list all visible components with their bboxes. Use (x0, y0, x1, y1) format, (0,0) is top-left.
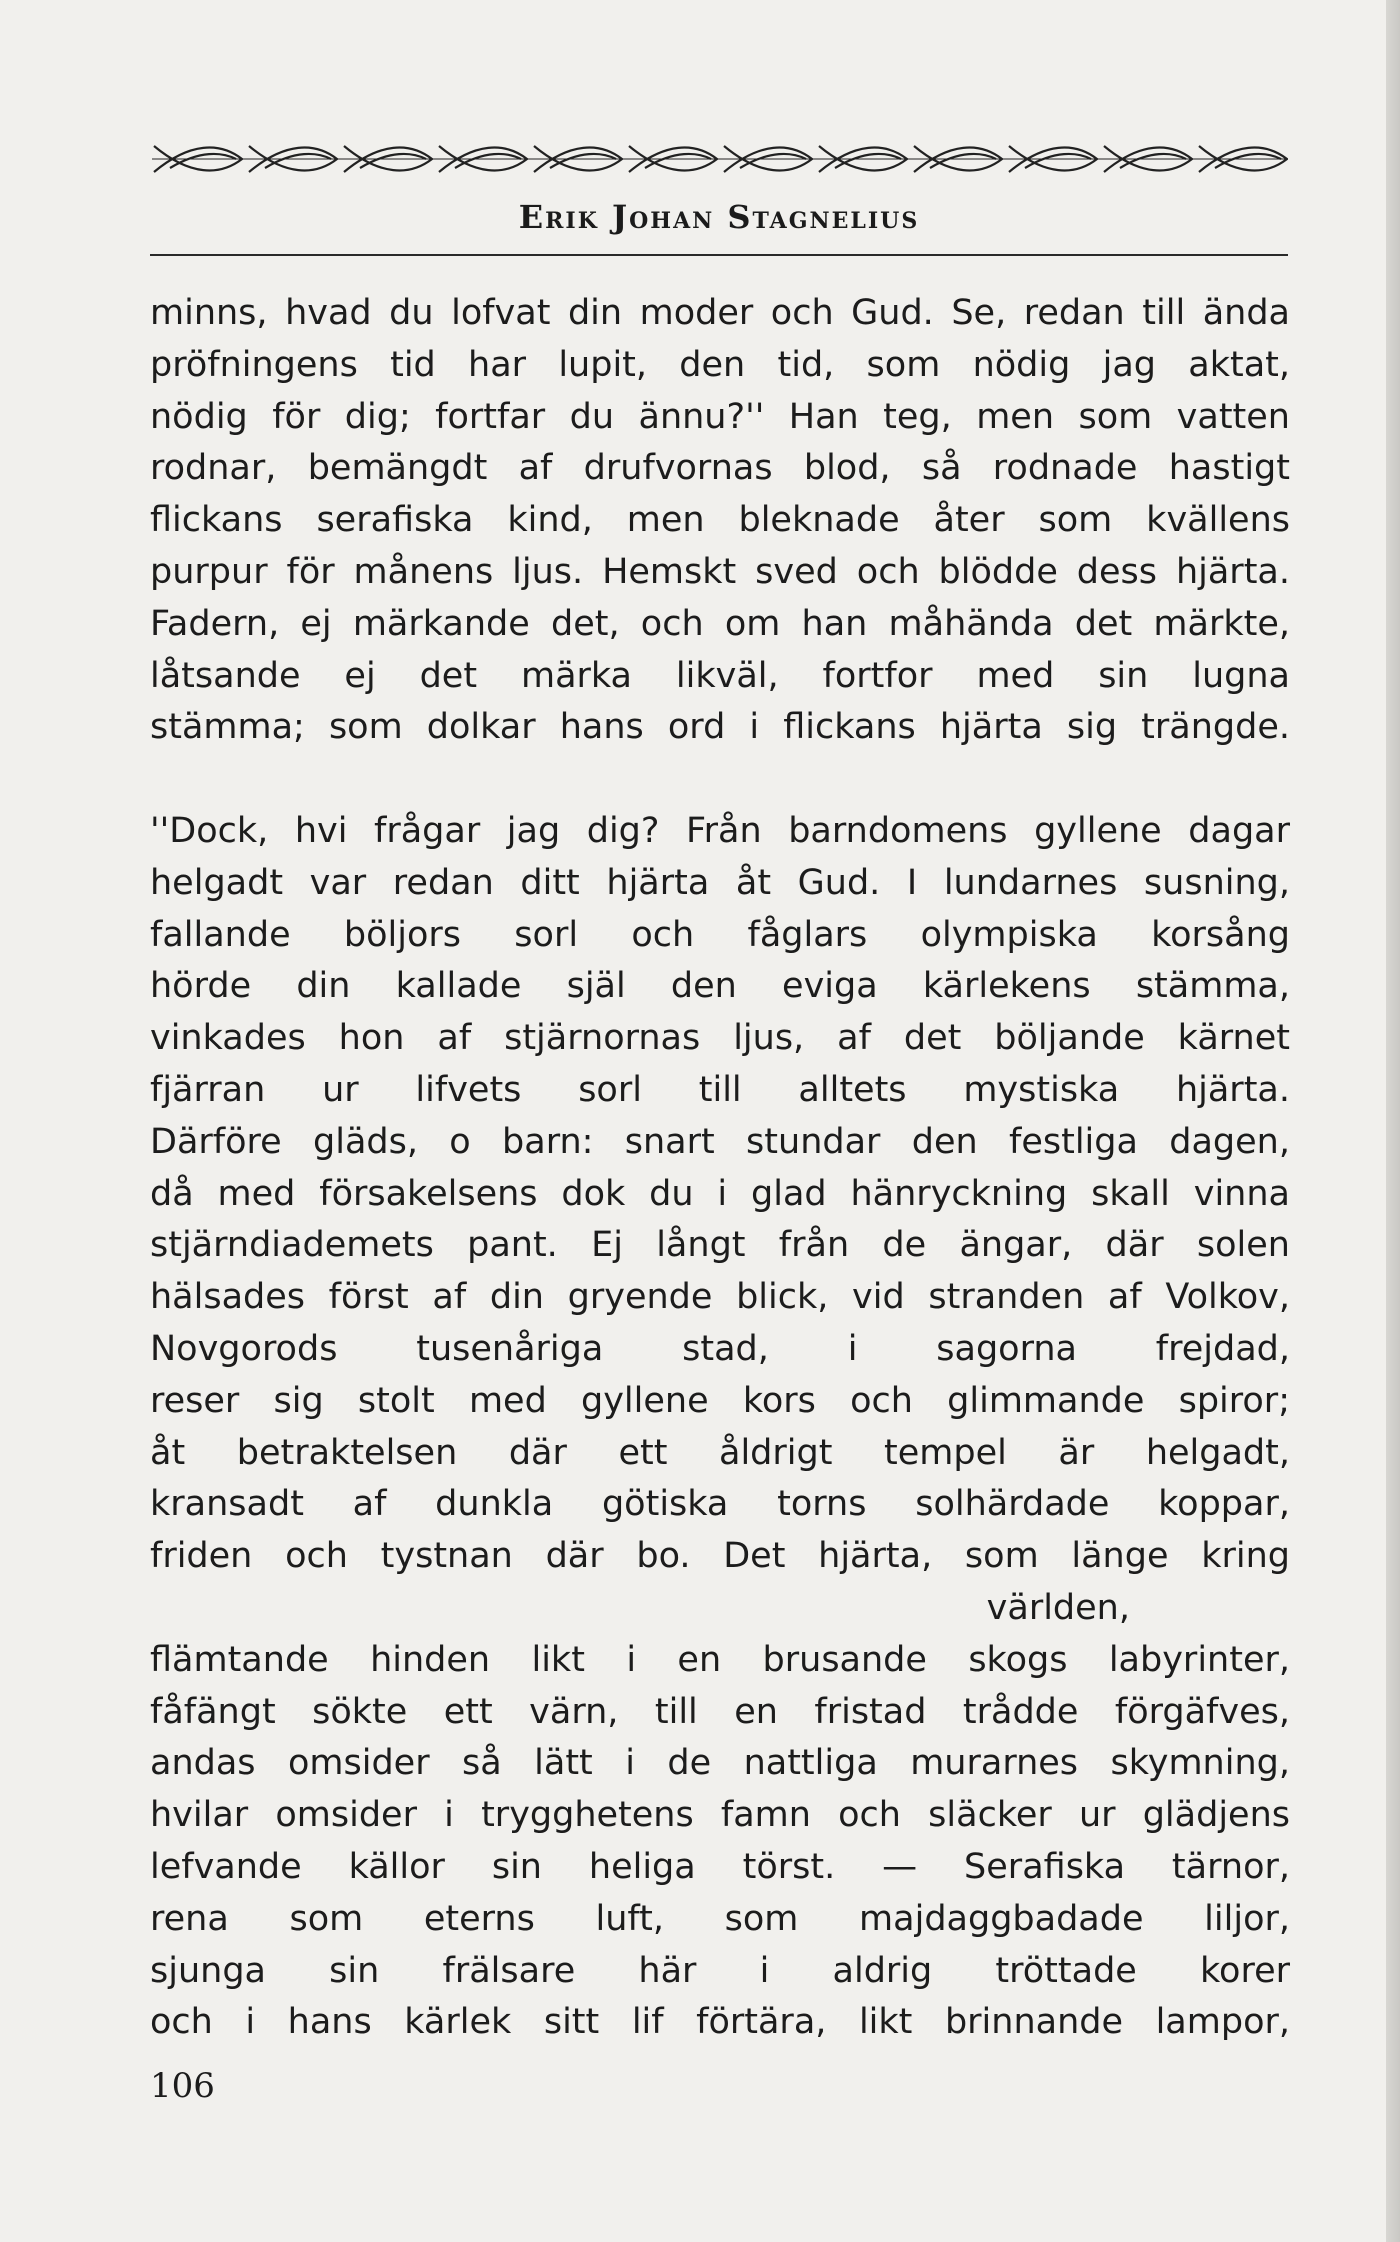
text-line: låtsande ej det märka likväl, fortfor med sin lugna (150, 655, 1290, 696)
paragraph-gap (150, 754, 1290, 806)
turnover-line: världen, (986, 1587, 1130, 1628)
text-line: andas omsider så lätt i de nattliga murarnes skymning, (150, 1743, 1290, 1784)
text-line: flickans serafiska kind, men bleknade åter som kvällens (150, 500, 1290, 541)
text-line: stämma; som dolkar hans ord i flickans hjärta sig trängde. (150, 707, 1290, 748)
text-line: nödig för dig; fortfar du ännu?'' Han teg, men som vatten (150, 396, 1290, 437)
text-line: hälsades först af din gryende blick, vid stranden af Volkov, (150, 1277, 1290, 1318)
running-head: Erik Johan Stagnelius (518, 198, 920, 236)
text-line: rena som eterns luft, som majdaggbadade liljor, (150, 1898, 1290, 1939)
text-line: helgadt var redan ditt hjärta åt Gud. I lundarnes susning, (150, 862, 1290, 903)
text-line: Därföre gläds, o barn: snart stundar den festliga dagen, (150, 1121, 1290, 1162)
text-line: Novgorods tusenåriga stad, i sagorna frejdad, (150, 1328, 1290, 1369)
text-line: rodnar, bemängdt af drufvornas blod, så rodnade hastigt (150, 448, 1290, 489)
text-line: fjärran ur lifvets sorl till alltets mystiska hjärta. (150, 1069, 1290, 1110)
text-line: vinkades hon af stjärnornas ljus, af det böljande kärnet (150, 1018, 1290, 1059)
poem-text (150, 288, 1290, 2049)
text-line: ''Dock, hvi frågar jag dig? Från barndomens gyllene dagar (150, 810, 1290, 851)
text-line: sjunga sin frälsare här i aldrig tröttade korer (150, 1950, 1290, 1991)
text-line: minns, hvad du lofvat din moder och Gud. Se, redan till ända (150, 293, 1290, 333)
text-line: pröfningens tid har lupit, den tid, som nödig jag aktat, (150, 344, 1290, 385)
text-line: reser sig stolt med gyllene kors och glimmande spiror; (150, 1380, 1290, 1421)
text-line: friden och tystnan där bo. Det hjärta, som länge kring (150, 1536, 1290, 1577)
text-line: hvilar omsider i trygghetens famn och släcker ur glädjens (150, 1795, 1290, 1836)
text-line: stjärndiademets pant. Ej långt från de ängar, där solen (150, 1225, 1290, 1266)
page-number: 106 (150, 2066, 215, 2106)
text-line: och i hans kärlek sitt lif förtära, likt brinnande lampor, (150, 2002, 1290, 2043)
page-edge (1386, 0, 1400, 2242)
text-line: lefvande källor sin heliga törst. — Serafiska tärnor, (150, 1846, 1290, 1887)
text-line: fallande böljors sorl och fåglars olympiska korsång (150, 914, 1290, 955)
text-line: fåfängt sökte ett värn, till en fristad trådde förgäfves, (150, 1691, 1290, 1732)
text-line: Fadern, ej märkande det, och om han måhända det märkte, (150, 603, 1290, 644)
text-line: åt betraktelsen där ett åldrigt tempel är helgadt, (150, 1432, 1290, 1473)
text-line: då med försakelsens dok du i glad hänryckning skall vinna (150, 1173, 1290, 1214)
ornamental-header-band (150, 138, 1288, 180)
text-line: kransadt af dunkla götiska torns solhärdade koppar, (150, 1484, 1290, 1525)
text-line: flämtande hinden likt i en brusande skogs labyrinter, (150, 1639, 1290, 1680)
header-rule (150, 254, 1288, 256)
text-line: hörde din kallade själ den eviga kärlekens stämma, (150, 966, 1290, 1007)
text-line: purpur för månens ljus. Hemskt sved och blödde dess hjärta. (150, 551, 1290, 592)
